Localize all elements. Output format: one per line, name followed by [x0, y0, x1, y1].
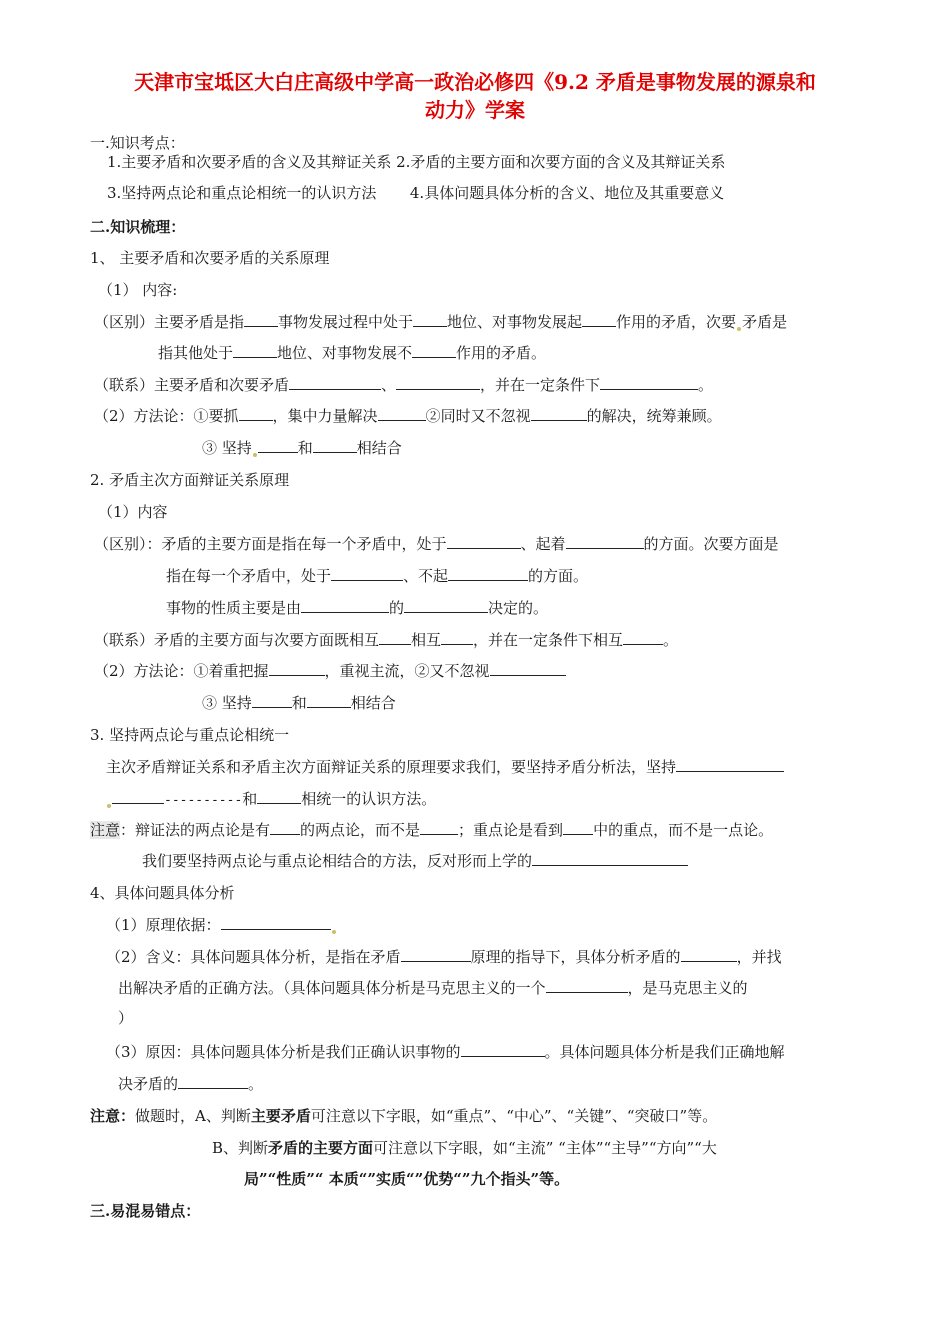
blank[interactable] [447, 534, 521, 549]
exam-point-1-2: 1.主要矛盾和次要矛盾的含义及其辩证关系 2.矛盾的主要方面和次要方面的含义及其辩证关系 [107, 153, 726, 171]
blank[interactable] [532, 851, 688, 866]
tip-line-b: B、判断矛盾的主要方面可注意以下字眼，如“主流” “主体”“主导”“方向”“大 [212, 1139, 717, 1157]
blank[interactable] [681, 947, 737, 962]
blank[interactable] [269, 661, 325, 676]
part3-title: 3. 坚持两点论与重点论相统一 [90, 726, 290, 744]
note-label: 注意 [90, 821, 121, 839]
blank[interactable] [441, 630, 473, 645]
part4-meaning-line2: 出解决矛盾的正确方法。（具体问题具体分析是马克思主义的一个 ，是马克思主义的 [118, 979, 748, 997]
blank[interactable] [531, 406, 587, 421]
exam-point-4: 4.具体问题具体分析的含义、地位及其重要意义 [409, 184, 725, 202]
blank[interactable] [307, 693, 351, 708]
document-title-line1: 天津市宝坻区大白庄高级中学高一政治必修四《9.2 矛盾是事物发展的源泉和 [134, 70, 816, 94]
part1-distinction-line1: （区别）主要矛盾是指 事物发展过程中处于 地位、对事物发展起 作用的矛盾，次要 矛盾是 [94, 313, 788, 331]
part2-methodology-line1: （2）方法论：①着重把握 ，重视主流，②又不忽视 [94, 661, 566, 681]
scan-speck-mark [253, 453, 257, 457]
part1-title: 1、 主要矛盾和次要矛盾的关系原理 [90, 249, 330, 267]
part4-reason-line1: （3）原因：具体问题具体分析是我们正确认识事物的 。具体问题具体分析是我们正确地解 [106, 1043, 785, 1061]
part2-sub1: （1）内容 [98, 503, 168, 521]
blank[interactable] [258, 438, 298, 453]
part1-connection: （联系）主要矛盾和次要矛盾 、 ，并在一定条件下 。 [94, 376, 714, 394]
blank[interactable] [448, 566, 528, 581]
part1-sub1: （1） 内容: [98, 281, 178, 299]
part4-meaning-line1: （2）含义：具体问题具体分析，是指在矛盾 原理的指导下，具体分析矛盾的 ，并找 [106, 948, 782, 966]
blank[interactable] [563, 820, 593, 835]
blank[interactable] [378, 406, 426, 421]
part3-line1: 主次矛盾辩证关系和矛盾主次方面辩证关系的原理要求我们，要坚持矛盾分析法，坚持 [106, 757, 784, 777]
blank[interactable] [252, 693, 292, 708]
exam-point-3-4 [107, 183, 724, 203]
blank[interactable] [420, 820, 458, 835]
part3-line2: ----------和 相统一的认识方法。 [106, 789, 436, 811]
part2-distinction-line2: 指在每一个矛盾中，处于 、不起 的方面。 [166, 567, 589, 585]
blank[interactable] [404, 598, 488, 613]
scan-speck-mark [737, 327, 741, 331]
blank[interactable] [178, 1074, 248, 1089]
part2-distinction-line1: （区别）：矛盾的主要方面是指在每一个矛盾中，处于 、起着 的方面。次要方面是 [94, 535, 779, 553]
blank[interactable] [396, 375, 480, 390]
part3-line4: 我们要坚持两点论与重点论相结合的方法，反对形而上学的 [142, 851, 688, 871]
scan-speck-mark [332, 930, 336, 934]
tip-line-a: 注意：做题时，A、判断主要矛盾可注意以下字眼，如“重点”、“中心”、“关键”、“突破口”等。 [90, 1107, 718, 1125]
blank[interactable] [490, 661, 566, 676]
part3-note: 注意：辩证法的两点论是有 的两点论，而不是 ；重点论是看到 中的重点，而不是一点论。 [90, 821, 774, 839]
part4-title: 4、具体问题具体分析 [90, 884, 235, 902]
blank[interactable] [623, 630, 663, 645]
part4-reason-line2: 决矛盾的 。 [118, 1075, 264, 1093]
blank[interactable] [600, 375, 698, 390]
part2-connection: （联系）矛盾的主要方面与次要方面既相互 相互 ，并在一定条件下相互 。 [94, 631, 679, 649]
part1-methodology-line1: （2）方法论：①要抓 ，集中力量解决 ②同时又不忽视 的解决，统筹兼顾。 [94, 407, 722, 425]
tip-label: 注意： [90, 1107, 136, 1125]
part1-distinction-line2: 指其他处于 地位、对事物发展不 作用的矛盾。 [158, 344, 547, 362]
exam-point-3: 3.坚持两点论和重点论相统一的认识方法 [107, 184, 377, 202]
blank[interactable] [676, 757, 784, 772]
blank[interactable] [413, 312, 447, 327]
tip-line-b2: 局”“性质”“ 本质“”实质“”优势“”九个指头”等。 [244, 1170, 570, 1188]
blank[interactable] [244, 312, 278, 327]
section1-heading: 一.知识考点： [90, 134, 185, 152]
scan-speck-mark [107, 804, 111, 808]
blank[interactable] [412, 343, 456, 358]
blank[interactable] [239, 406, 273, 421]
blank[interactable] [331, 566, 403, 581]
blank[interactable] [379, 630, 411, 645]
blank[interactable] [582, 312, 616, 327]
blank[interactable] [289, 375, 381, 390]
blank[interactable] [270, 820, 300, 835]
blank[interactable] [461, 1042, 545, 1057]
section3-heading: 三.易混易错点： [90, 1202, 201, 1220]
blank[interactable] [301, 598, 389, 613]
part1-methodology-line2: ③ 坚持 和 相结合 [202, 439, 402, 457]
blank[interactable] [313, 438, 357, 453]
blank[interactable] [257, 789, 301, 804]
blank[interactable] [546, 978, 628, 993]
blank[interactable] [401, 947, 471, 962]
blank[interactable] [112, 789, 164, 804]
blank[interactable] [221, 915, 331, 930]
part2-title: 2. 矛盾主次方面辩证关系原理 [90, 471, 290, 489]
part4-basis: （1）原理依据： [106, 915, 337, 935]
part2-methodology-line2: ③ 坚持 和 相结合 [202, 694, 396, 712]
blank[interactable] [566, 534, 644, 549]
part4-meaning-line3: ） [118, 1009, 134, 1027]
section2-heading: 二.知识梳理： [90, 218, 186, 236]
part2-distinction-line3: 事物的性质主要是由 的 决定的。 [166, 599, 549, 617]
blank[interactable] [233, 343, 277, 358]
document-title-line2: 动力》学案 [425, 98, 525, 122]
